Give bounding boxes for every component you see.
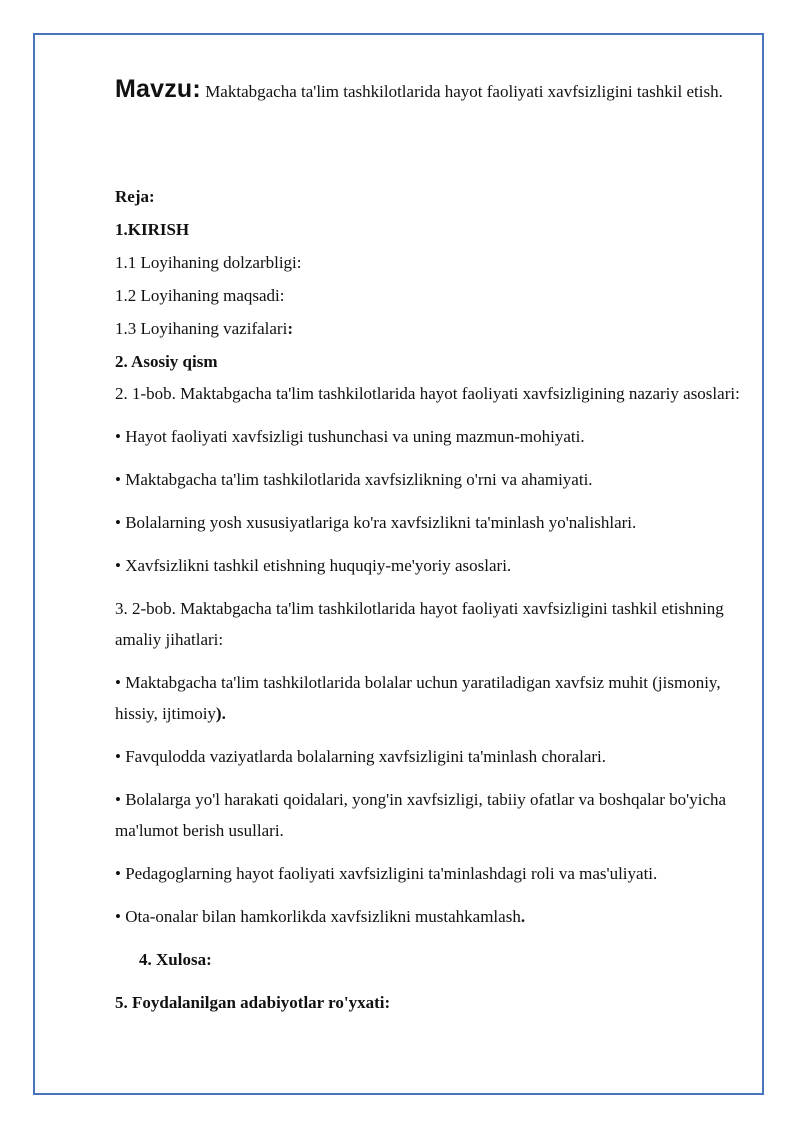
chapter-1-item: • Bolalarning yosh xususiyatlariga ko'ra xavfsizlikni ta'minlash yo'nalishlari. xyxy=(115,513,637,532)
chapter-1-heading: 2. 1-bob. Maktabgacha ta'lim tashkilotlarida hayot faoliyati xavfsizligining nazariy asoslari: xyxy=(115,384,740,403)
intro-item: 1.1 Loyihaning dolzarbligi: xyxy=(115,253,302,272)
topic-text: Maktabgacha ta'lim tashkilotlarida hayot faoliyati xavfsizligini tashkil etish. xyxy=(205,82,723,101)
intro-heading: 1.KIRISH xyxy=(115,220,190,239)
chapter-2-heading: 3. 2-bob. Maktabgacha ta'lim tashkilotlarida hayot faoliyati xavfsizligini tashkil etishning amaliy jihatlari: xyxy=(115,599,724,649)
references-heading: 5. Foydalanilgan adabiyotlar ro'yxati: xyxy=(115,993,391,1012)
chapter-2-item: • Pedagoglarning hayot faoliyati xavfsizligini ta'minlashdagi roli va mas'uliyati. xyxy=(115,864,658,883)
document-body xyxy=(115,75,745,1012)
chapter-1-item: • Xavfsizlikni tashkil etishning huquqiy-me'yoriy asoslari. xyxy=(115,556,512,575)
topic-title xyxy=(115,76,745,105)
intro-item: 1.3 Loyihaning vazifalari: xyxy=(115,319,293,338)
plan-section xyxy=(115,180,745,1030)
chapter-2-item: • Ota-onalar bilan hamkorlikda xavfsizlikni mustahkamlash. xyxy=(115,907,526,926)
topic-label: Mavzu: xyxy=(115,75,201,103)
plan-heading: Reja: xyxy=(115,187,155,206)
chapter-2-item: • Favqulodda vaziyatlarda bolalarning xavfsizligini ta'minlash choralari. xyxy=(115,747,606,766)
chapter-2-item: • Maktabgacha ta'lim tashkilotlarida bolalar uchun yaratiladigan xavfsiz muhit (jismoniy, hissiy, ijtimoiy). xyxy=(115,673,721,723)
intro-item: 1.2 Loyihaning maqsadi: xyxy=(115,286,285,305)
chapter-1-item: • Maktabgacha ta'lim tashkilotlarida xavfsizlikning o'rni va ahamiyati. xyxy=(115,470,593,489)
conclusion-heading: 4. Xulosa: xyxy=(139,950,212,969)
main-part-heading: 2. Asosiy qism xyxy=(115,352,218,371)
chapter-2-item: • Bolalarga yo'l harakati qoidalari, yong'in xavfsizligi, tabiiy ofatlar va boshqalar bo'yicha ma'lumot berish usullari. xyxy=(115,790,727,840)
chapter-1-item: • Hayot faoliyati xavfsizligi tushunchasi va uning mazmun-mohiyati. xyxy=(115,427,585,446)
